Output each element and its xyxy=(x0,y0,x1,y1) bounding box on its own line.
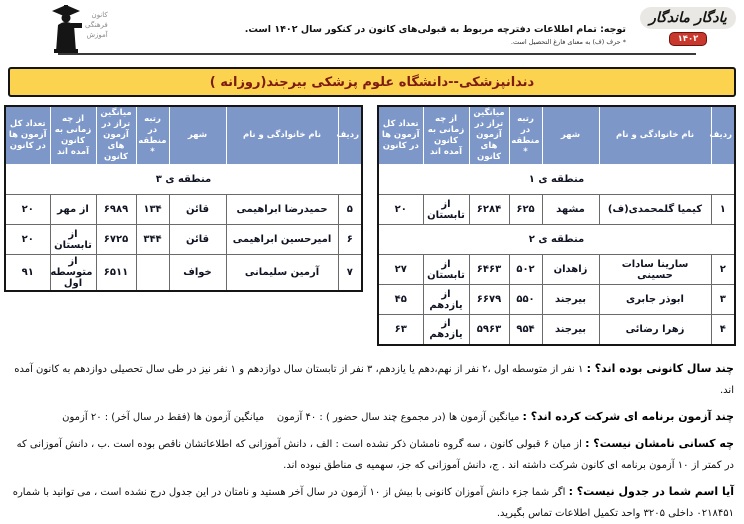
cell-name: امیرحسین ابراهیمی xyxy=(226,225,338,255)
cell-since: از تابستان xyxy=(50,225,96,255)
cell-row: ۳ xyxy=(711,285,735,315)
cell-name: حمیدرضا ابراهیمی xyxy=(226,195,338,225)
cell-since: از مهر xyxy=(50,195,96,225)
cell-total: ۲۰ xyxy=(5,225,50,255)
cell-city: بیرجند xyxy=(542,315,599,345)
note-answer: از میان ۶ قبولی کانون ، سه گروه نامشان ذکر نشده است : الف ، دانش آموزانی که اطلاعاتشان ناقص بوده است .ب ، دانش آموزانی که در کمتر از ۱۰ آزمون برنامه ای کانون شرکت داشته اند . ج، دانش آموزانی که جز، سهمیه ی مناطق نبوده اند. xyxy=(16,438,734,471)
cell-since: از تابستان xyxy=(423,255,469,285)
col-rank: رتبه در منطقه * xyxy=(509,106,542,165)
note-question: چند سال کانونی بوده اند؟ : xyxy=(586,361,734,375)
cell-rank: ۹۵۴ xyxy=(509,315,542,345)
header-note-block xyxy=(245,24,626,46)
cell-city: زاهدان xyxy=(542,255,599,285)
cell-name: زهرا رضائی xyxy=(599,315,711,345)
cell-name: آرمین سلیمانی xyxy=(226,255,338,292)
cell-rank: ۵۰۲ xyxy=(509,255,542,285)
cell-since: از متوسطه اول xyxy=(50,255,96,292)
note-paragraph xyxy=(10,358,734,401)
brand-calligraphy: یادگار ماندگار xyxy=(640,7,736,29)
col-total: تعداد کل آزمون ها در کانون xyxy=(378,106,423,165)
cell-total: ۲۰ xyxy=(378,195,423,225)
note-answer: میانگین آزمون ها (در مجموع چند سال حضور ) : ۴۰ آزمون میانگین آزمون ها (فقط در سال آخر) : ۲۰ آزمون xyxy=(62,411,520,423)
year-badge: ۱۴۰۲ xyxy=(669,32,707,46)
note-paragraph xyxy=(10,433,734,476)
region-1-band: منطقه ی ۱ xyxy=(378,165,735,195)
cell-total: ۹۱ xyxy=(5,255,50,292)
region-3-band: منطقه ی ۳ xyxy=(5,165,362,195)
table-row xyxy=(378,315,735,345)
cell-row: ۵ xyxy=(338,195,362,225)
graduate-footnote: * حرف (ف) به معنای فارغ التحصیل است. xyxy=(510,38,626,46)
table-row xyxy=(378,195,735,225)
cell-total: ۲۷ xyxy=(378,255,423,285)
cell-city: مشهد xyxy=(542,195,599,225)
col-city: شهر xyxy=(542,106,599,165)
region-band-row xyxy=(378,165,735,195)
col-rank: رتبه در منطقه * xyxy=(136,106,169,165)
table-row xyxy=(378,285,735,315)
col-name: نام خانوادگی و نام xyxy=(599,106,711,165)
cell-avg: ۶۴۶۳ xyxy=(469,255,509,285)
cell-city: قائن xyxy=(169,225,226,255)
cell-avg: ۶۷۲۵ xyxy=(96,225,136,255)
col-total: تعداد کل آزمون ها در کانون xyxy=(5,106,50,165)
results-tables xyxy=(8,105,736,346)
cell-since: از یازدهم xyxy=(423,315,469,345)
cell-rank: ۱۳۴ xyxy=(136,195,169,225)
note-answer: اگر شما جزء دانش آموزان کانونی با بیش از ۱۰ آزمون در سال آخر هستید و نامتان در این جدول درج نشده است ، می توانید با شماره ۰۲۱۸۴۵۱ داخلی ۳۲۰۵ واحد تکمیل اطلاعات تماس بگیرید. xyxy=(12,486,734,519)
cell-total: ۶۳ xyxy=(378,315,423,345)
cell-rank xyxy=(136,255,169,292)
cell-city: قائن xyxy=(169,195,226,225)
page-header xyxy=(0,0,744,62)
cell-city: خواف xyxy=(169,255,226,292)
graduate-icon xyxy=(48,3,82,57)
col-since: از چه زمانی به کانون آمده اند xyxy=(423,106,469,165)
table-header-row xyxy=(378,106,735,165)
table-row xyxy=(378,255,735,285)
col-avg: میانگین تراز در آزمون های کانون xyxy=(469,106,509,165)
cell-avg: ۶۶۷۹ xyxy=(469,285,509,315)
page-title: دندانپزشکی--دانشگاه علوم پزشکی بیرجند(روزانه ) xyxy=(8,67,736,97)
cell-since: از یازدهم xyxy=(423,285,469,315)
cell-row: ۷ xyxy=(338,255,362,292)
cell-name: ابوذر جابری xyxy=(599,285,711,315)
cell-row: ۲ xyxy=(711,255,735,285)
cell-avg: ۶۵۱۱ xyxy=(96,255,136,292)
table-row xyxy=(5,195,362,225)
brand-block xyxy=(638,7,738,46)
cell-total: ۲۰ xyxy=(5,195,50,225)
cell-avg: ۵۹۶۳ xyxy=(469,315,509,345)
kanoon-logo xyxy=(48,3,108,57)
col-avg: میانگین تراز در آزمون های کانون xyxy=(96,106,136,165)
booklet-note: توجه: تمام اطلاعات دفترچه مربوط به قبولی‌های کانون در کنکور سال ۱۴۰۲ است. xyxy=(244,24,626,35)
results-table-region-3 xyxy=(4,105,363,292)
cell-row: ۱ xyxy=(711,195,735,225)
cell-row: ۴ xyxy=(711,315,735,345)
note-question: آیا اسم شما در جدول نیست؟ : xyxy=(568,484,734,498)
logo-line: آموزش xyxy=(86,31,108,39)
cell-since: از تابستان xyxy=(423,195,469,225)
note-paragraph xyxy=(10,406,734,428)
cell-rank: ۳۴۴ xyxy=(136,225,169,255)
col-city: شهر xyxy=(169,106,226,165)
region-2-band: منطقه ی ۲ xyxy=(378,225,735,255)
cell-rank: ۶۲۵ xyxy=(509,195,542,225)
region-band-row xyxy=(5,165,362,195)
cell-avg: ۶۲۸۴ xyxy=(469,195,509,225)
table-header-row xyxy=(5,106,362,165)
cell-avg: ۶۹۸۹ xyxy=(96,195,136,225)
table-row xyxy=(5,225,362,255)
col-row: ردیف xyxy=(711,106,735,165)
cell-row: ۶ xyxy=(338,225,362,255)
logo-line: کانون xyxy=(91,11,108,19)
notes-section xyxy=(10,358,734,524)
note-question: چه کسانی نامشان نیست؟ : xyxy=(585,436,734,450)
region-band-row xyxy=(378,225,735,255)
kanoon-logo-text xyxy=(85,3,108,40)
cell-name: کیمیا گلمحمدی(ف) xyxy=(599,195,711,225)
results-table-regions-1-2 xyxy=(377,105,736,346)
note-question: چند آزمون برنامه ای شرکت کرده اند؟ : xyxy=(522,409,734,423)
header-divider xyxy=(58,53,696,55)
cell-rank: ۵۵۰ xyxy=(509,285,542,315)
col-name: نام خانوادگی و نام xyxy=(226,106,338,165)
note-paragraph xyxy=(10,481,734,524)
cell-total: ۴۵ xyxy=(378,285,423,315)
cell-name: سارینا سادات حسینی xyxy=(599,255,711,285)
col-row: ردیف xyxy=(338,106,362,165)
cell-city: بیرجند xyxy=(542,285,599,315)
logo-line: فرهنگی xyxy=(85,21,108,29)
note-answer: ۱ نفر از متوسطه اول ،۲ نفر از نهم،دهم یا یازدهم، ۳ نفر از تابستان سال دوازدهم و ۱ نفر نیز در طی سال تحصیلی دوازدهم به کانون آمده اند. xyxy=(14,363,734,396)
table-row xyxy=(5,255,362,292)
col-since: از چه زمانی به کانون آمده اند xyxy=(50,106,96,165)
